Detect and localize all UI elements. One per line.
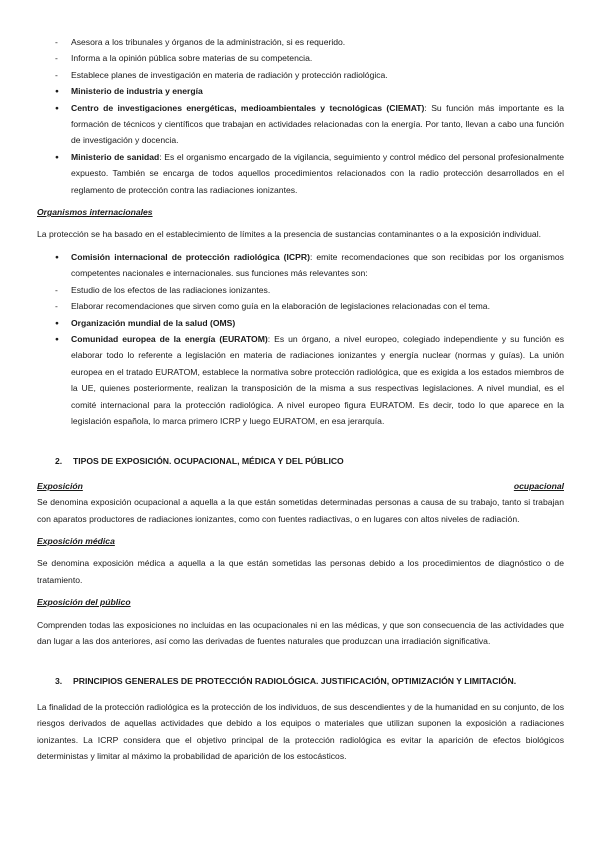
dash-marker (55, 282, 65, 298)
international-organisms-list (37, 249, 564, 429)
dash-marker (55, 67, 65, 83)
list-item: - Estudio de los efectos de las radiaciones ionizantes. (37, 282, 564, 298)
occupational-exposure-heading: Exposición ocupacional (37, 480, 564, 491)
list-item: - Asesora a los tribunales y órganos de la administración, si es requerido. (37, 34, 564, 50)
list-item: - Informa a la opinión pública sobre materias de su competencia. (37, 50, 564, 66)
list-item: ● Organización mundial de la salud (OMS) (37, 315, 564, 331)
public-exposure-text: Comprenden todas las exposiciones no incluidas en las ocupacionales ni en las médicas, y que son consecuencia de las actividades que dan lugar a las dos anteriores, así como las derivadas de fuentes naturales que produzcan una irradiación significativa. (37, 619, 564, 646)
bullet-icon (55, 249, 65, 267)
occupational-exposure-text: Se denomina exposición ocupacional a aquella a la que están sometidas determinadas personas a causa de su trabajo, tanto si trabajan con aparatos productores de radiaciones ionizantes, como con fuentes radiactivas, o en lugares con altos niveles de radiación. (37, 497, 564, 524)
list-item: ● Comisión internacional de protección radiológica (ICPR): emite recomendaciones que son recibidas por los organismos competentes nacionales e internacionales. sus funciones más relevantes son: (37, 249, 564, 282)
section-3-text: La finalidad de la protección radiológica es la protección de los individuos, de sus descendientes y de la humanidad en su conjunto, de los riesgos derivados de aquellas actividades que debido a los equipos o materiales que utilizan suponen la exposición a radiaciones ionizantes. La ICRP considera que el objetivo principal de la protección radiológica es evitar la aparición de efectos biológicos deterministas y limitar al máximo la probabilidad de aparición de los estocásticos. (37, 701, 564, 762)
list-item: ● Centro de investigaciones energéticas, medioambientales y tecnológicas (CIEMAT): Su función más importante es la formación de técnicos y científicos que trabajan en actividades relacionadas con la energía. Por tanto, llevan a cabo una función de investigación y docencia. (37, 100, 564, 149)
dash-marker (55, 50, 65, 66)
document-page (37, 34, 564, 764)
list-item: - Establece planes de investigación en materia de radiación y protección radiológica. (37, 67, 564, 83)
dash-marker (55, 34, 65, 50)
section-3-title: 3. PRINCIPIOS GENERALES DE PROTECCIÓN RADIOLÓGICA. JUSTIFICACIÓN, OPTIMIZACIÓN Y LIMITACIÓN. (55, 676, 517, 687)
list-item: ● Ministerio de sanidad: Es el organismo encargado de la vigilancia, seguimiento y control médico del personal profesionalmente expuesto. También se encarga de todos aquellos procedimientos relacionados con la radio protección desarrollados en el reglamento de protección contra las radiaciones ionizantes. (37, 149, 564, 198)
national-organisms-list (37, 34, 564, 198)
bullet-icon (55, 331, 65, 349)
list-item: ● Comunidad europea de la energía (EURATOM): Es un órgano, a nivel europeo, colegiado independiente y su función es elaborar todo lo referente a legislación en materia de radiaciones ionizantes y energía nuclear (normas y guías). La unión europea en el tratado EURATOM, establece la normativa sobre protección radiológica, que es exigida a los estados miembros de la UE, quienes posteriormente, realizan la transposición de la misma a sus respectivas legislaciones. A nivel mundial, es el comité internacional para la protección radiológica. A nivel europeo figura EURATOM. Es decir, todo lo que aparece en la legislación española, lo marca primero ICRP y luego EURATOM, en esa jerarquía. (37, 331, 564, 429)
medical-exposure-heading: Exposición médica (37, 535, 115, 546)
international-organisms-heading: Organismos internacionales (37, 207, 153, 218)
bullet-icon (55, 100, 65, 118)
bullet-icon (55, 149, 65, 167)
public-exposure-heading: Exposición del público (37, 597, 131, 608)
international-organisms-intro: La protección se ha basado en el establecimiento de límites a la presencia de sustancias contaminantes o a la exposición individual. (37, 229, 541, 240)
dash-marker (55, 298, 65, 314)
list-item: ● Ministerio de industria y energía (37, 83, 564, 99)
section-2-title: 2. TIPOS DE EXPOSICIÓN. OCUPACIONAL, MÉDICA Y DEL PÚBLICO (55, 456, 344, 467)
list-item: - Elaborar recomendaciones que sirven como guía en la elaboración de legislaciones relacionadas con el tema. (37, 298, 564, 314)
medical-exposure-text: Se denomina exposición médica a aquella a la que están sometidas las personas debido a los procedimientos de diagnóstico o de tratamiento. (37, 558, 564, 585)
